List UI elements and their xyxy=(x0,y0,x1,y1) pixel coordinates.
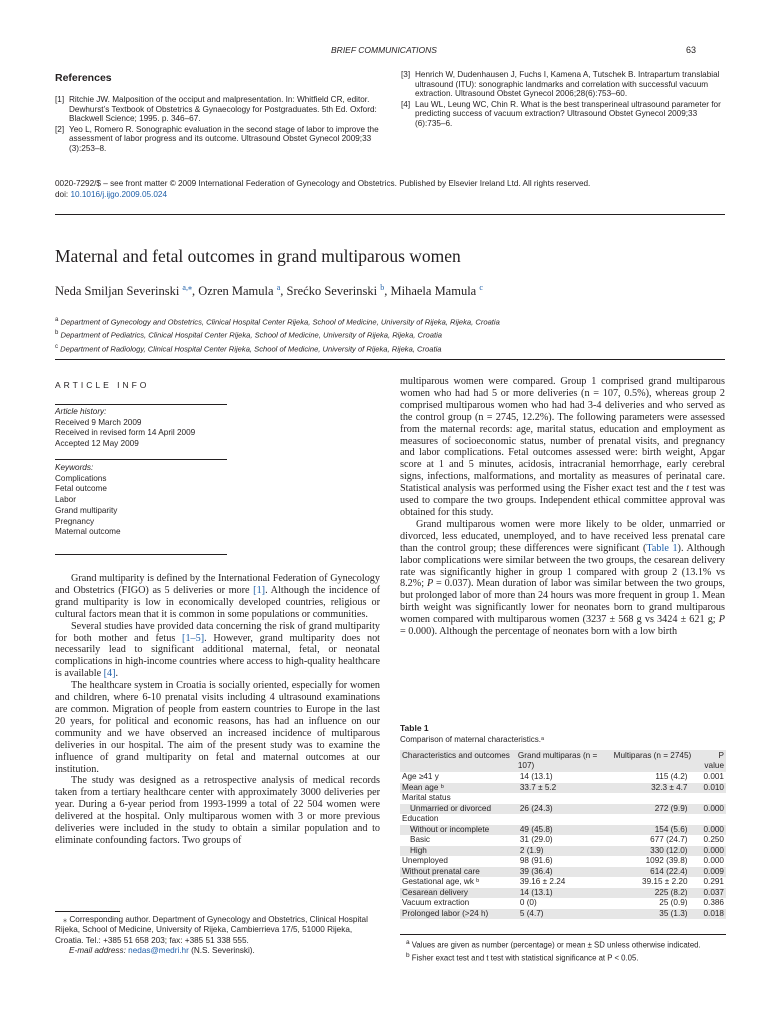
reference-number: [4] xyxy=(401,99,411,109)
grand-multiparas-value xyxy=(516,814,612,825)
row-label: Marital status xyxy=(402,793,451,802)
table-note: $^a$ Values are given as number (percentage) or mean ± SD unless otherwise indicated. xyxy=(406,939,701,950)
grand-multiparas-value: 39.16 ± 2.24 xyxy=(519,877,566,886)
citation-link[interactable]: [4] xyxy=(103,668,116,680)
p-value xyxy=(702,793,727,804)
author-affiliation-mark[interactable]: a xyxy=(276,283,281,292)
body-left-column xyxy=(55,573,380,847)
grand-multiparas-value xyxy=(516,793,612,804)
reference-text: Lau WL, Leung WC, Chin R. What is the best transperineal ultrasound parameter for predicting success of vacuum extraction? Ultrasound Obstet Gynecol 2009;33 (6):735–6. xyxy=(415,99,721,128)
table-row xyxy=(400,867,726,878)
multiparas-value: 35 (1.3) xyxy=(612,909,702,920)
grand-multiparas-value: 49 (45.8) xyxy=(516,825,612,836)
keyword: Labor xyxy=(55,495,76,505)
multiparas-value xyxy=(612,793,702,804)
reference-text: Henrich W, Dudenhausen J, Fuchs I, Kamena A, Tutschek B. Intrapartum translabial ultrasound (ITU): sonographic landmarks and correlation with successful vacuum extraction. Ultrasound Obstet Gynecol 2006;28(6):753–60. xyxy=(415,70,720,99)
reference-item xyxy=(55,125,380,154)
grand-multiparas-value: 0 (0) xyxy=(519,898,537,907)
doi-link[interactable]: 10.1016/j.ijgo.2009.05.024 xyxy=(70,190,167,199)
body-paragraph: Several studies have provided data concerning the risk of grand multiparity for both mother and fetus [1–5]. However, grand multiparity does not necessarily lead to significant additional maternal, fetal, or neonatal complications in high-income countries where access to high-quality healthcare is available [4]. xyxy=(55,620,380,680)
table-row xyxy=(400,804,726,815)
multiparas-value: 115 (4.2) xyxy=(655,772,688,781)
table-row xyxy=(400,856,726,867)
reference-number: [2] xyxy=(55,124,65,134)
p-value: 0.010 xyxy=(703,782,724,792)
reference-number: [3] xyxy=(401,70,411,79)
page-number: 63 xyxy=(686,45,697,55)
row-label: Age ≥41 y xyxy=(402,772,439,781)
table-header: Grand multiparas (n = 107) xyxy=(516,750,612,772)
grand-multiparas-value: 14 (13.1) xyxy=(519,772,553,781)
table-maternal-characteristics xyxy=(400,750,726,919)
running-title: BRIEF COMMUNICATIONS xyxy=(331,45,437,55)
p-value: 0.386 xyxy=(703,898,724,907)
affiliations xyxy=(55,315,500,355)
divider xyxy=(55,554,227,555)
author-name: Srećko Severinski xyxy=(286,284,378,299)
footnote: ⁎ Corresponding author. Department of Gynecology and Obstetrics, Clinical Hospital Rijeka, School of Medicine, University of Rijeka, Cambierrieva 17/5, 51000 Rijeka, Croatia. Tel.: +385 51 658 203; fax: +385 51 338 555. E-mail address: nedas@medri.hr (N.S. Severinski). xyxy=(55,915,368,955)
p-value: 0.291 xyxy=(703,877,724,886)
copyright-block xyxy=(55,178,590,200)
table-row xyxy=(400,835,726,846)
row-label: Prolonged labor (>24 h) xyxy=(400,909,516,920)
p-value: 0.009 xyxy=(703,866,724,876)
body-paragraph: multiparous women were compared. Group 1 comprised grand multiparous women who had had 5 or more deliveries (n = 107, 0.5%), whereas group 2 comprised multiparous women who had had 3-4 deliveries and who served as the control group (n = 2745, 12.2%). The following parameters were assessed from the maternal records: age, marital status, education and employment as measures of socioeconomic status, number of prenatal visits, and pregnancy and labor complications. Fetal outcomes assessed were: birth weight, Apgar score at 1 and 5 minutes, acidosis, intracranial hemorrhage, early cerebral signs, infections, malformations, and mortality as measures of perinatal care. Statistical analysis was performed using the Fisher exact test and the t test was used to compare the two groups. Independent ethical committee approval was obtained for this study. xyxy=(400,376,725,518)
divider xyxy=(55,404,227,405)
row-label: Cesarean delivery xyxy=(400,888,516,899)
multiparas-value xyxy=(612,814,702,825)
table-notes xyxy=(406,938,726,963)
multiparas-value: 1092 (39.8) xyxy=(645,856,688,865)
doi-label: doi: xyxy=(55,190,69,199)
row-label: Without prenatal care xyxy=(400,867,516,878)
history-item: Accepted 12 May 2009 xyxy=(55,439,139,449)
table-row xyxy=(400,814,726,825)
table-bottom-rule xyxy=(400,934,726,935)
row-label: Basic xyxy=(410,835,431,844)
table-row xyxy=(400,783,726,794)
multiparas-value: 39.15 ± 2.20 xyxy=(642,877,688,886)
p-value: 0.250 xyxy=(703,835,724,844)
email-label: E-mail address: xyxy=(69,945,126,955)
footnote-divider xyxy=(55,911,120,912)
table-row xyxy=(400,888,726,899)
p-value: 0.000 xyxy=(703,824,724,834)
author-list: Neda Smiljan Severinski $^{a,⁎}$, Ozren Mamula $^a$, Srećko Severinski $^b$, Mihaela Mamula $^c$ xyxy=(55,283,483,299)
reference-item xyxy=(401,70,726,99)
footnote-mark: ⁎ xyxy=(63,915,68,924)
grand-multiparas-value: 14 (13.1) xyxy=(516,888,612,899)
history-label: Article history: xyxy=(55,407,107,416)
multiparas-value: 225 (8.2) xyxy=(612,888,702,899)
table-row xyxy=(400,772,726,783)
affiliation-item: $^a$ Department of Gynecology and Obstetrics, Clinical Hospital Center Rijeka, School of Medicine, University of Rijeka, Rijeka, Croatia xyxy=(55,317,500,327)
p-value: 0.000 xyxy=(703,803,724,813)
body-paragraph: The study was designed as a retrospective analysis of medical records taken from a tertiary healthcare center with approximately 3000 deliveries per year. During a 6-year period from 1993-1999 a total of 22 504 women were delivered at the hospital. Only multiparous women with 3 or more previous deliveries were included in the study to obtain a similar population and to eliminate confounding factors. Two groups of xyxy=(55,775,380,846)
table-label: Table 1 xyxy=(400,723,429,733)
keyword: Pregnancy xyxy=(55,516,95,526)
divider xyxy=(55,214,725,215)
author-name: Mihaela Mamula xyxy=(390,284,477,299)
author-affiliation-mark[interactable]: b xyxy=(380,283,385,292)
grand-multiparas-value: 5 (4.7) xyxy=(516,909,612,920)
p-value: 0.001 xyxy=(703,772,724,781)
article-info-heading: ARTICLE INFO xyxy=(55,380,150,390)
references-right xyxy=(401,70,726,130)
keyword: Complications xyxy=(55,473,107,483)
grand-multiparas-value: 33.7 ± 5.2 xyxy=(516,783,612,794)
body-paragraph: Grand multiparity is defined by the International Federation of Gynecology and Obstetrics (FIGO) as 5 deliveries or more [1]. Although the incidence of grand multiparity is low in economically developed countries, religious or cultural factors mean that it is common in some populations or communities. xyxy=(55,573,380,620)
table-header-row xyxy=(400,750,726,772)
table-header: P value xyxy=(702,750,727,772)
reference-number: [1] xyxy=(55,95,65,104)
body-paragraph: The healthcare system in Croatia is socially oriented, especially for women and children, where 6-10 prenatal visits including 4 ultrasound examinations are common. Migration of people from eastern countries to Europe in the last 20 years, for political and economic reasons, has had an influence on our community and we have observed an increased incidence of multiparous deliveries in our hospital. The aim of the present study was to examine the influence of grand multiparity on fetal and maternal outcomes at our institution. xyxy=(55,680,380,775)
references-heading: References xyxy=(55,72,112,84)
grand-multiparas-value: 26 (24.3) xyxy=(516,804,612,815)
keyword: Maternal outcome xyxy=(55,527,121,537)
row-label: Vacuum extraction xyxy=(402,898,470,907)
author-affiliation-mark[interactable]: c xyxy=(479,283,483,292)
doi-line xyxy=(55,189,590,200)
p-value: 0.000 xyxy=(703,856,724,865)
references-left xyxy=(55,95,380,155)
row-label: High xyxy=(400,846,516,857)
keywords xyxy=(55,463,227,538)
table-row xyxy=(400,909,726,920)
reference-text: Ritchie JW. Malposition of the occiput and malpresentation. In: Whitfield CR, editor. Dewhurst’s Textbook of Obstetrics & Gynaecology for Postgraduates. 5th Ed. Oxford: Blackwell Science; 1995. p. 346–67. xyxy=(69,95,377,124)
multiparas-value: 154 (5.6) xyxy=(612,825,702,836)
divider xyxy=(55,359,725,360)
row-label: Education xyxy=(402,814,439,823)
author-name: Neda Smiljan Severinski xyxy=(55,284,180,299)
multiparas-value: 272 (9.9) xyxy=(612,804,702,815)
p-value: 0.037 xyxy=(703,887,724,897)
row-label: Without or incomplete xyxy=(400,825,516,836)
row-label: Unemployed xyxy=(402,856,448,865)
keyword: Fetal outcome xyxy=(55,484,107,494)
p-value: 0.000 xyxy=(703,845,724,855)
table-row xyxy=(400,846,726,857)
row-label: Unmarried or divorced xyxy=(400,804,516,815)
reference-item xyxy=(401,100,726,129)
table-row xyxy=(400,793,726,804)
table-header: Characteristics and outcomes xyxy=(400,750,516,772)
reference-item xyxy=(55,95,380,124)
citation-link[interactable]: [1] xyxy=(253,584,266,596)
citation-link[interactable]: [1–5] xyxy=(182,632,205,644)
history-item: Received 9 March 2009 xyxy=(55,417,142,427)
table-body xyxy=(400,772,726,919)
row-label: Gestational age, wk ᵇ xyxy=(402,877,480,886)
multiparas-value: 677 (24.7) xyxy=(650,835,688,844)
table-note: $^b$ Fisher exact test and t test with statistical significance at P < 0.05. xyxy=(406,951,639,963)
table-header: Multiparas (n = 2745) xyxy=(612,750,702,772)
multiparas-value: 25 (0.9) xyxy=(659,898,688,907)
copyright-line: 0020-7292/$ – see front matter © 2009 International Federation of Gynecology and Obstetrics. Published by Elsevier Ireland Ltd. All rights reserved. xyxy=(55,179,591,188)
p-value: 0.018 xyxy=(703,908,724,918)
table-row xyxy=(400,825,726,836)
body-right-column xyxy=(400,376,725,638)
affiliation-item: $^b$ Department of Pediatrics, Clinical Hospital Center Rijeka, School of Medicine, University of Rijeka, Rijeka, Croatia xyxy=(55,330,442,340)
author-affiliation-mark[interactable]: a,⁎ xyxy=(182,283,192,292)
grand-multiparas-value: 31 (29.0) xyxy=(519,835,553,844)
footnote-text: Corresponding author. Department of Gynecology and Obstetrics, Clinical Hospital Rijeka, School of Medicine, University of Rijeka, Cambierrieva 17/5, 51000 Rijeka, Croatia. Tel.: +385 51 658 203; fax: +385 51 338 555. xyxy=(55,915,368,945)
table-caption: Comparison of maternal characteristics.ᵃ xyxy=(400,735,544,744)
p-value xyxy=(702,814,727,825)
table-link[interactable]: Table 1 xyxy=(646,542,678,554)
grand-multiparas-value: 98 (91.6) xyxy=(519,856,553,865)
reference-text: Yeo L, Romero R. Sonographic evaluation in the second stage of labor to improve the assessment of labor progress and its outcome. Ultrasound Obstet Gynecol 2009;33 (3):253–8. xyxy=(69,124,379,153)
history-item: Received in revised form 14 April 2009 xyxy=(55,428,196,438)
grand-multiparas-value: 39 (36.4) xyxy=(516,867,612,878)
keyword: Grand multiparity xyxy=(55,505,118,515)
article-history xyxy=(55,407,227,450)
article-title: Maternal and fetal outcomes in grand multiparous women xyxy=(55,246,461,266)
row-label: Mean age ᵇ xyxy=(400,783,516,794)
email-link[interactable]: nedas@medri.hr xyxy=(128,945,189,955)
divider xyxy=(55,459,227,460)
grand-multiparas-value: 2 (1.9) xyxy=(516,846,612,857)
multiparas-value: 330 (12.0) xyxy=(612,846,702,857)
body-paragraph: Grand multiparous women were more likely to be older, unmarried or divorced, less educated, unemployed, and to have received less prenatal care than the control group; these differences were significant (Table 1). Although labor complications were similar between the two groups, the cesarean delivery rate was significantly higher in group 1 compared with group 2 (13.1% vs 8.2%; P = 0.037). Mean duration of labor was similar between the two groups, but prolonged labor of more than 24 hours was more frequent in group 1. Mean birth weight was significantly lower for neonates born to grand multiparous women compared with multiparous women (3237 ± 568 g vs 3424 ± 621 g; P = 0.000). Although the percentage of neonates born with a low birth xyxy=(400,518,726,638)
keywords-label: Keywords: xyxy=(55,463,94,472)
multiparas-value: 32.3 ± 4.7 xyxy=(612,783,702,794)
table-row xyxy=(400,877,726,888)
author-name: Ozren Mamula xyxy=(198,284,274,299)
affiliation-item: $^c$ Department of Radiology, Clinical Hospital Center Rijeka, School of Medicine, University of Rijeka, Rijeka, Croatia xyxy=(55,343,442,354)
table-row xyxy=(400,898,726,909)
multiparas-value: 614 (22.4) xyxy=(612,867,702,878)
